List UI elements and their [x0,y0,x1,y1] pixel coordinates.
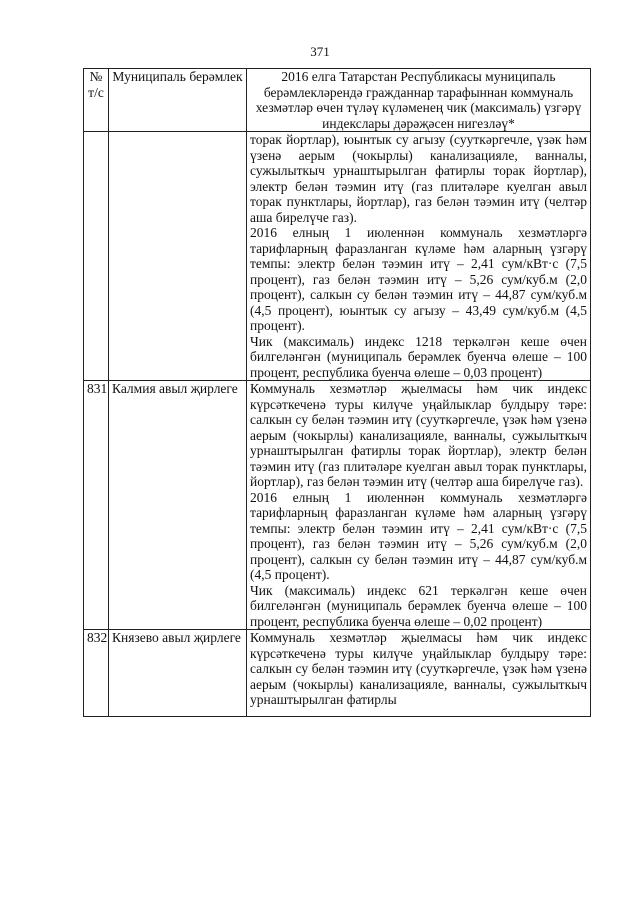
page-number: 371 [310,44,330,59]
justification-paragraph: 2016 елның 1 июленнән коммуналь хезмәтләргә тарифларның фаразланган күләме һәм аларның үзгәрү темпы: электр белән тәэмин итү – 2,41 сум/кВт·с (7,5 процент), газ белән тәэмин итү – 5,26 сум/куб.м (2,0 процент), салкын су белән тәэмин итү – 44,87 сум/куб.м (4,5 процент). [250,489,587,582]
justification-cell [247,132,591,381]
justification-paragraph: 2016 елның 1 июленнән коммуналь хезмәтләргә тарифларның фаразланган күләме һәм аларның үзгәрү темпы: электр белән тәэмин итү – 2,41 сум/кВт·с (7,5 процент), газ белән тәэмин итү – 5,26 сум/куб.м (2,0 процент), салкын су белән тәэмин итү – 44,87 сум/куб.м (4,5 процент), юынтык су агызу – 43,49 сум/куб.м (4,5 процент). [250,225,587,333]
justification-cell [247,381,591,630]
tariff-index-table [83,68,591,717]
municipality-name: Калмия авыл җирлеге [109,381,247,630]
header-number: № т/с [84,69,109,132]
header-municipality: Муниципаль берәмлек [109,69,247,132]
row-number [84,132,109,381]
municipality-name [109,132,247,381]
municipality-name: Князево авыл җирлеге [109,630,247,717]
justification-paragraph: Чик (максималь) индекс 1218 теркәлгән кеше өчен билгеләнгән (муниципаль берәмлек буенча өлеше – 100 процент, республика буенча өлеше – 0,03 процент) [250,333,587,380]
justification-paragraph: торак йортлар), юынтык су агызу (сууткәргечле, үзәк һәм үзенә аерым (чокырлы) канализацияле, ванналы, сужылыткыч урнаштырылган фатирлы торак йортлар), электр белән тәэмин итү (газ плитәләре куелган авыл торак пунктлары, йортлар), газ белән тәэмин итү (челтәр аша бирелүче газ). [250,132,587,225]
header-justification: 2016 елга Татарстан Республикасы муниципаль берәмлекләрендә гражданнар тарафыннан коммуналь хезмәтләр өчен түләү күләменең чик (максималь) үзгәрү индекслары дәрәҗәсен нигезләү* [247,69,591,132]
table-header-row [84,69,591,132]
row-number: 832 [84,630,109,717]
row-number: 831 [84,381,109,630]
continued-text-clip [250,630,587,716]
justification-paragraph: Коммуналь хезмәтләр җыелмасы һәм чик индекс күрсәткеченә туры килүче уңайлыклар булдыру тәре: салкын су белән тәэмин итү (сууткәргечле, үзәк һәм үзенә аерым (чокырлы) канализацияле, ванналы, сужылыткыч урнаштырылган фатирлы торак йортлар), электр белән тәэмин итү (газ плитәләре куелган авыл торак пунктлары, йортлар), газ белән тәэмин итү (челтәр аша бирелүче газ). [250,381,587,489]
table-row [84,132,591,381]
table-row [84,630,591,717]
justification-paragraph: Чик (максималь) индекс 621 теркәлгән кеше өчен билгеләнгән (муниципаль берәмлек буенча өлеше – 100 процент, республика буенча өлеше – 0,02 процент) [250,582,587,629]
justification-paragraph: Коммуналь хезмәтләр җыелмасы һәм чик индекс күрсәткеченә туры килүче уңайлыклар булдыру тәре: салкын су белән тәэмин итү (сууткәргечле, үзәк һәм үзенә аерым (чокырлы) канализацияле, ванналы, сужылыткыч урнаштырылган фатирлы [250,630,587,707]
justification-cell [247,630,591,717]
table-row [84,381,591,630]
